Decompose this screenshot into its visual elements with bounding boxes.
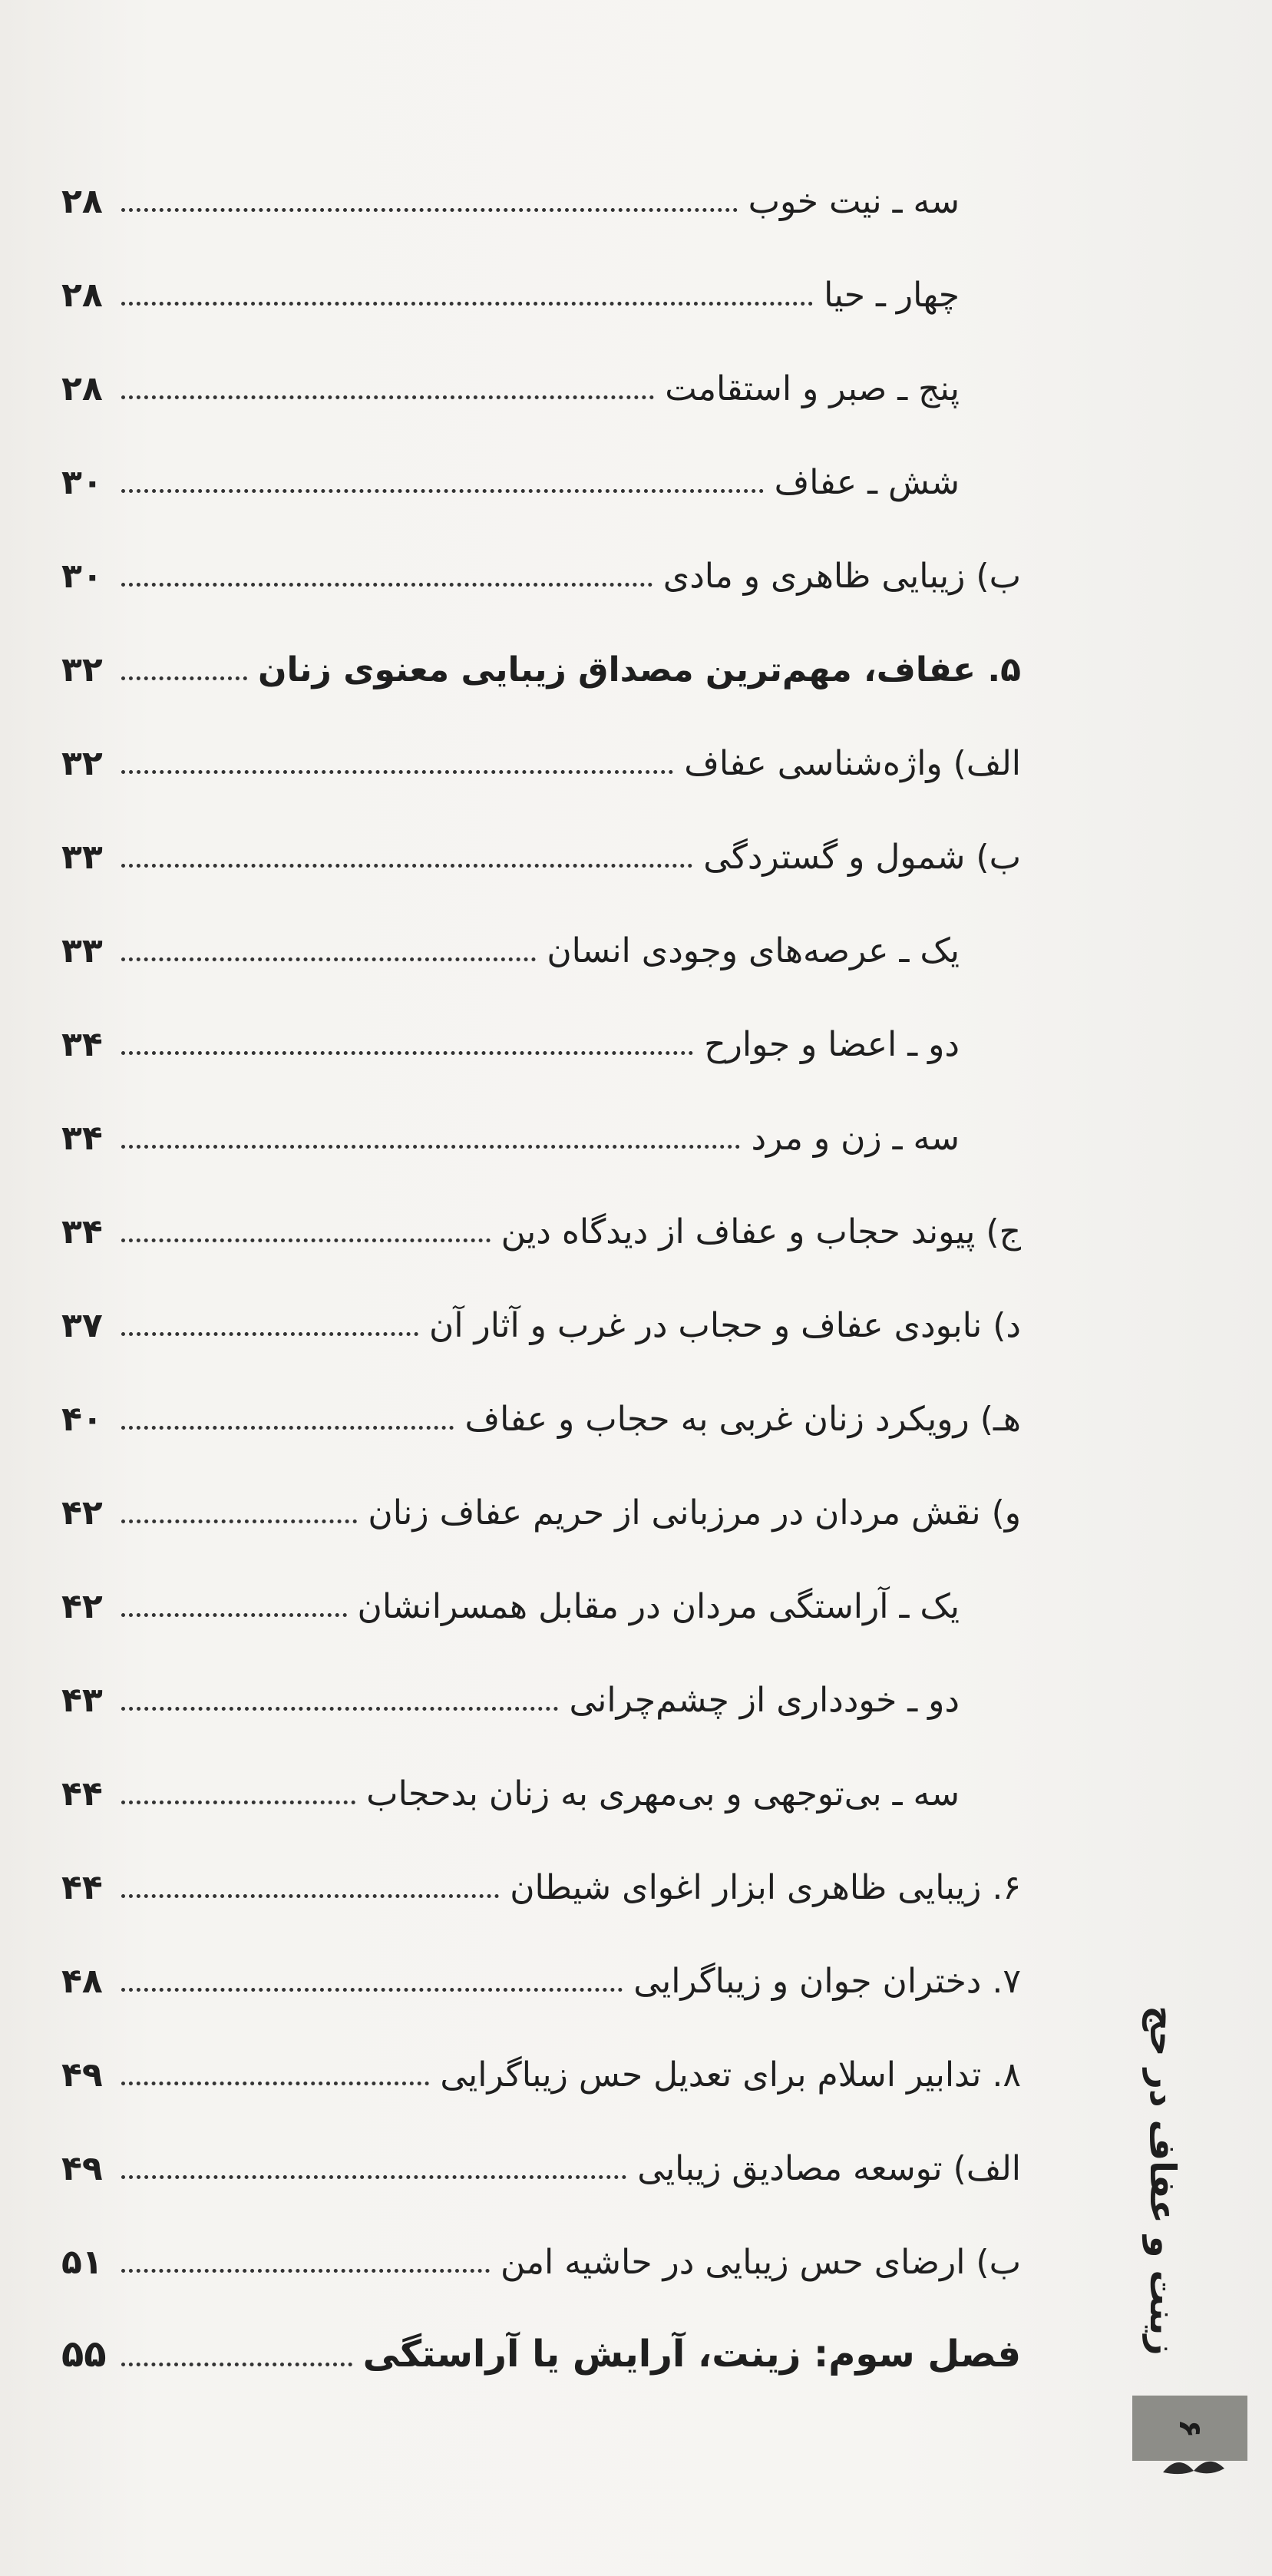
dot-leader bbox=[121, 957, 536, 961]
toc-entry-page: ۲۸ bbox=[61, 369, 103, 409]
toc-entry-title: الف) واژه‌شناسی عفاف bbox=[684, 744, 1021, 784]
leaf-ornament-icon bbox=[1159, 2449, 1228, 2480]
toc-entry-title: یک ـ آراستگی مردان در مقابل همسرانشان bbox=[357, 1587, 960, 1627]
toc-entry-title: دو ـ اعضا و جوارح bbox=[704, 1025, 960, 1065]
dot-leader bbox=[121, 583, 653, 587]
toc-entry bbox=[61, 1176, 1021, 1253]
toc-entry-title: ۶. زیبایی ظاهری ابزار اغوای شیطان bbox=[510, 1868, 1021, 1908]
toc-entry-page: ۵۱ bbox=[61, 2243, 103, 2283]
dot-leader bbox=[121, 489, 764, 493]
toc-entry-page: ۳۲ bbox=[61, 650, 103, 690]
toc-entry bbox=[61, 2207, 1021, 2283]
toc-entry-title: فصل سوم: زینت، آرایش یا آراستگی bbox=[362, 2333, 1021, 2376]
toc-entry bbox=[61, 802, 1021, 878]
toc-entry-chapter bbox=[61, 2300, 1021, 2377]
toc-entry-title: دو ـ خودداری از چشم‌چرانی bbox=[569, 1681, 960, 1721]
toc-entry-title: ب) زیبایی ظاهری و مادی bbox=[662, 557, 1021, 597]
dot-leader bbox=[121, 1332, 418, 1336]
toc-entry-page: ۳۲ bbox=[61, 744, 103, 784]
toc-entry-title: ۵. عفاف، مهم‌ترین مصداق زیبایی معنوی زنان bbox=[257, 650, 1021, 690]
toc-entry-title: الف) توسعه مصادیق زیبایی bbox=[637, 2149, 1021, 2189]
toc-entry-page: ۴۴ bbox=[61, 1868, 103, 1908]
dot-leader bbox=[121, 1801, 355, 1804]
toc-entry-title: و) نقش مردان در مرزبانی از حریم عفاف زنان bbox=[368, 1493, 1021, 1533]
toc-entry-page: ۳۰ bbox=[61, 557, 103, 597]
dot-leader bbox=[121, 1145, 740, 1149]
toc-entry-page: ۵۵ bbox=[61, 2333, 107, 2376]
dot-leader bbox=[121, 2175, 626, 2179]
toc-entry bbox=[61, 333, 1021, 410]
dot-leader bbox=[121, 676, 247, 680]
toc-entry-title: ج) پیوند حجاب و عفاف از دیدگاه دین bbox=[501, 1212, 1021, 1252]
toc-entry bbox=[61, 146, 1021, 223]
toc-entry-page: ۴۴ bbox=[61, 1774, 103, 1814]
toc-entry-page: ۳۳ bbox=[61, 838, 103, 878]
toc-entry-page: ۳۴ bbox=[61, 1119, 103, 1159]
toc-entry-title: پنج ـ صبر و استقامت bbox=[665, 369, 960, 409]
toc-entry-title: ۷. دختران جوان و زیباگرایی bbox=[633, 1962, 1021, 2002]
toc-entry-title: سه ـ زن و مرد bbox=[751, 1119, 960, 1159]
toc-entry bbox=[61, 895, 1021, 972]
dot-leader bbox=[121, 395, 654, 399]
toc-entry bbox=[61, 989, 1021, 1066]
toc-entry-title: ۸. تدابیر اسلام برای تعدیل حس زیباگرایی bbox=[440, 2055, 1021, 2095]
toc-entry-page: ۳۴ bbox=[61, 1212, 103, 1252]
toc-entry bbox=[61, 1083, 1021, 1159]
dot-leader bbox=[121, 1051, 693, 1055]
running-book-title bbox=[1128, 2006, 1198, 2356]
toc-entry-title: هـ) رویکرد زنان غربی به حجاب و عفاف bbox=[464, 1400, 1021, 1440]
toc-entry-page: ۳۳ bbox=[61, 931, 103, 971]
toc-entry-title: ب) ارضای حس زیبایی در حاشیه امن bbox=[500, 2243, 1021, 2283]
toc-entry-page: ۴۰ bbox=[61, 1400, 103, 1440]
toc-entry-title: سه ـ نیت خوب bbox=[748, 182, 960, 222]
toc-entry-page: ۴۸ bbox=[61, 1962, 103, 2002]
toc-entry bbox=[61, 1645, 1021, 1721]
toc-entry bbox=[61, 614, 1021, 691]
dot-leader bbox=[121, 1988, 623, 1992]
dot-leader bbox=[121, 208, 738, 212]
dot-leader bbox=[121, 1519, 357, 1523]
dot-leader bbox=[121, 1707, 558, 1711]
toc-entry-title: ب) شمول و گستردگی bbox=[703, 838, 1021, 878]
toc-entry-title: یک ـ عرصه‌های وجودی انسان bbox=[547, 931, 960, 971]
toc-entry-page: ۴۲ bbox=[61, 1493, 103, 1533]
toc-entry bbox=[61, 1551, 1021, 1628]
toc-entry bbox=[61, 1457, 1021, 1534]
toc-entry-title: چهار ـ حیا bbox=[824, 276, 960, 316]
toc-entry bbox=[61, 708, 1021, 785]
toc-entry-page: ۳۰ bbox=[61, 463, 103, 503]
toc-entry bbox=[61, 1270, 1021, 1347]
toc-entry-page: ۳۷ bbox=[61, 1306, 103, 1346]
toc-entry bbox=[61, 427, 1021, 504]
toc-entry-page: ۲۸ bbox=[61, 276, 103, 316]
dot-leader bbox=[121, 864, 692, 868]
toc-entry bbox=[61, 2019, 1021, 2096]
dot-leader bbox=[121, 1426, 454, 1430]
toc-entry-page: ۳۴ bbox=[61, 1025, 103, 1065]
toc-entry-title: شش ـ عفاف bbox=[774, 463, 960, 503]
toc-entry bbox=[61, 2113, 1021, 2190]
book-title-text: زینت و عفاف در حج bbox=[1142, 2006, 1184, 2356]
dot-leader bbox=[121, 770, 673, 774]
dot-leader bbox=[121, 1613, 347, 1617]
toc-entry bbox=[61, 1926, 1021, 2002]
toc-entry bbox=[61, 1738, 1021, 1815]
dot-leader bbox=[121, 302, 813, 306]
toc-entry-page: ۴۳ bbox=[61, 1681, 103, 1721]
toc-entry bbox=[61, 240, 1021, 316]
toc-entry bbox=[61, 1832, 1021, 1909]
dot-leader bbox=[121, 2082, 429, 2085]
toc-entry bbox=[61, 521, 1021, 597]
dot-leader bbox=[121, 2269, 490, 2273]
toc-entry-page: ۴۲ bbox=[61, 1587, 103, 1627]
page-number: ۶ bbox=[1171, 2419, 1208, 2438]
toc-entry-page: ۴۹ bbox=[61, 2149, 103, 2189]
dot-leader bbox=[121, 1894, 499, 1898]
dot-leader bbox=[121, 2363, 352, 2366]
toc-entry-title: د) نابودی عفاف و حجاب در غرب و آثار آن bbox=[429, 1306, 1021, 1346]
dot-leader bbox=[121, 1238, 491, 1242]
toc-entry bbox=[61, 1364, 1021, 1440]
toc-entry-page: ۲۸ bbox=[61, 182, 103, 222]
toc-entry-title: سه ـ بی‌توجهی و بی‌مهری به زنان بدحجاب bbox=[366, 1774, 960, 1814]
toc-entry-page: ۴۹ bbox=[61, 2055, 103, 2095]
